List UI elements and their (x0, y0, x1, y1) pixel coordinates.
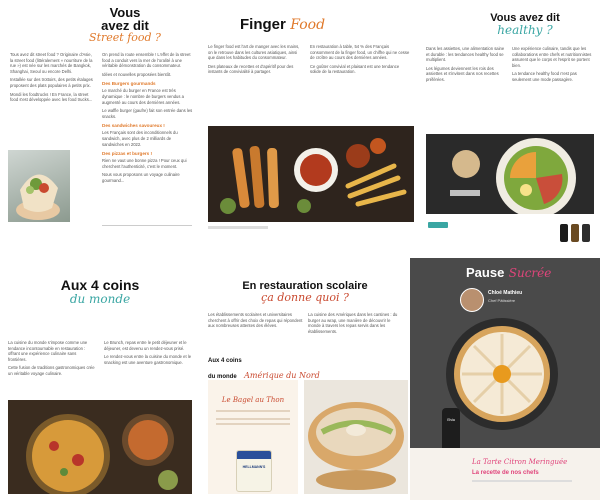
paragraph: Le finger food est l'art de manger avec les mains, on le retrouve dans les cultures asiatiques, ainsi que dans les habitudes du consommateur. (208, 44, 300, 61)
subheading: Des Burgers gourmands (102, 81, 156, 87)
paragraph: Tous avez dit street food ? Originaire d'Asie, la street food (littéralement « nourriture de la rue ») est née sur les marchés de Bangkok, Shanghai, Seoul ou encore Delhi. (10, 52, 93, 74)
page-sweet-break (410, 258, 600, 500)
bagel-photo (304, 380, 408, 494)
paragraph: Les Français sont des inconditionnels du sandwich, avec plus de 2 milliards de sandwiches en 2022. (102, 130, 178, 147)
page-healthy (420, 0, 600, 250)
paella-photo (8, 400, 192, 494)
paragraph: En restauration à table, 54 % des Français consomment de la finger food, un chiffre qui ne cesse de croître au cours des dernières années. (310, 44, 410, 61)
finger-food-icon (208, 126, 414, 222)
recipe-card (208, 380, 298, 494)
column-right (102, 52, 194, 187)
finger-food-photo (208, 126, 414, 222)
tart-photo (410, 316, 600, 446)
brand-mark (428, 222, 448, 228)
footer-credit (208, 226, 268, 229)
recipe-card-title: Le Bagel au Thon (221, 396, 285, 404)
subheading: Des sandwiches savoureux ! (102, 123, 165, 129)
chef-name: Chloé Mathieu (488, 290, 523, 296)
recipe-subtitle: La recette de nos chefs (472, 470, 539, 476)
page-title: Vous avez dit Street food ? (89, 5, 161, 44)
paragraph: Dans les assiettes, une alimentation saine et durable : les tendances healthy food se multiplient. (426, 46, 505, 63)
paragraph: Les établissements scolaires et universitaires cherchent à offrir des choix de repas qui répondent aux nombreuses attentes des élèves. (208, 312, 303, 329)
column-right (104, 340, 194, 368)
page-title: Pause Sucrée (466, 265, 552, 280)
column-left (208, 312, 303, 332)
section-band: Aux 4 coins du monde Amérique du Nord (208, 358, 320, 380)
column-right (310, 44, 410, 78)
paragraph: Une expérience culinaire, tandis que les collaborations entre chefs et nutritionnistes assurent que le corps et l'esprit se portent bien. (512, 46, 592, 68)
paragraph: Le waffle burger (gaufre) fait son entrée dans les snacks. (102, 108, 193, 119)
paragraph: Mondi les foodtrucks ! En France, la street food s'est développée avec les food trucks... (10, 91, 93, 103)
recipe-banner (410, 448, 600, 500)
wrap-icon (8, 150, 70, 222)
paragraph: Installée sur des trottoirs, des petits étalages proposent des plats populaires à petits prix. (10, 77, 93, 88)
column-left (8, 340, 96, 380)
product-bottles (560, 220, 590, 242)
mayonnaise-jar (236, 450, 272, 492)
paragraph: Cette fusion de traditions gastronomiques crée un véritable voyage culinaire. (8, 365, 95, 376)
product-label: HELLMANN'S (242, 465, 266, 469)
page-title: Finger Food (240, 16, 326, 33)
column-left (426, 46, 506, 86)
paragraph: La cuisine des Amériques dans les cantines : du burger au wrap, une manière de découvrir le monde à travers les repas servis dans les établissements. (308, 312, 398, 334)
page-title: En restauration scolaire ça donne quoi ? (242, 280, 368, 304)
avatar (460, 288, 484, 312)
page-title: Aux 4 coins du monde (60, 277, 140, 306)
recipe-title: La Tarte Citron Meringuée (472, 458, 568, 466)
subheading: Des pizzas et burgers ! (102, 151, 153, 157)
bagel-icon (304, 380, 408, 494)
healthy-bowl-photo (426, 134, 594, 214)
paragraph: Rien ne vaut une bonne pizza ! Pour ceux qui cherchent l'authenticité, c'est le moment. (102, 158, 187, 169)
page-street-food (0, 0, 200, 250)
page-finger-food (200, 0, 420, 250)
wrap-photo (8, 150, 70, 222)
paragraph: Idées et nouvelles proposées bientôt. (102, 71, 172, 77)
bowl-icon (426, 134, 594, 214)
column-left (10, 52, 95, 106)
chef-role: Chef Pâtissière (488, 298, 516, 303)
paragraph: Des plateaux de recettes et d'apéritif pour des instants de convivialité à partager. (208, 63, 294, 75)
paragraph: La tendance healthy food n'est pas seulement une mode passagère. (512, 71, 577, 82)
paragraph: On prend la route ensemble ! L'effet de la street food a conduit vers la mer de l'oralité à une véritable démonstration du consommateur. (102, 52, 191, 69)
bottle-label: Elvia (447, 418, 455, 422)
column-right (512, 46, 594, 86)
tart-icon (410, 316, 600, 446)
column-right (308, 312, 404, 337)
paragraph: Ce goûter convivial et plaisant est une tendance solide de la restauration. (310, 63, 400, 75)
paragraph: Le Brunch, repas entre le petit déjeuner et le déjeuner, est devenu un rendez-vous prisé. (104, 340, 187, 351)
paragraph: Les légumes deviennent les rois des assiettes et s'invitent dans nos recettes préférées. (426, 65, 499, 82)
paella-icon (8, 400, 192, 494)
paragraph: La cuisine du monde s'impose comme une tendance incontournable en restauration : offrant une expérience culinaire sans frontières. (8, 340, 88, 362)
page-world-food (0, 250, 200, 500)
paragraph: Le marché du burger en France est très dynamique : le nombre de burgers vendus a augmenté au cours des dernières années. (102, 88, 184, 105)
paragraph: Nous vous proposons un voyage culinaire gourmand... (102, 172, 180, 183)
paragraph: Le rendez-vous entre la cuisine du monde et le snacking est une aventure gastronomique. (104, 354, 192, 365)
page-school-catering (200, 250, 410, 500)
chef-note (102, 225, 192, 236)
column-left (208, 44, 303, 78)
page-title: Vous avez dit healthy ? (490, 12, 560, 37)
